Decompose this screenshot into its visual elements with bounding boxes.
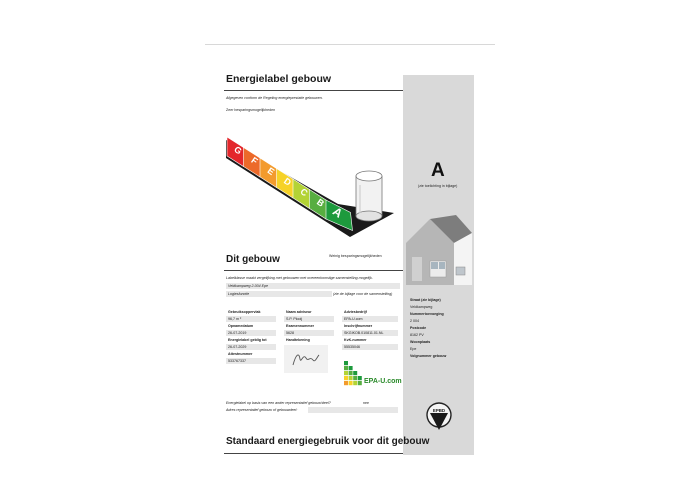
kvk-label: KvK-nummer <box>344 338 367 342</box>
scale-letter-d: D <box>281 175 294 188</box>
logo-square <box>358 381 362 385</box>
attest-value: 533767337 <box>228 359 246 363</box>
logo-grid-icon <box>344 361 362 385</box>
logo-square <box>358 376 362 380</box>
top-divider <box>205 44 495 45</box>
company-logo <box>342 355 402 389</box>
annex-note: (zie de bijlage voor de samenstelling) <box>333 292 393 296</box>
office-label: Adviesbedrijf <box>344 310 367 314</box>
scale-letter-b: B <box>314 196 327 209</box>
logo-square <box>349 381 353 385</box>
scale-letter-c: C <box>298 186 310 199</box>
street-label: Straat (zie bijlage) <box>410 298 441 302</box>
function-value: Logiesfunctie <box>228 292 250 296</box>
building-description: Labelklasse maakt vergelijking met gebouwen met overeenkomstige samenstelling mogelijk. <box>226 276 373 280</box>
title-rule <box>224 90 403 91</box>
advisor-value: S.P. Plooij <box>286 317 303 321</box>
city-label: Woonplaats <box>410 340 431 344</box>
scale-letter-g: G <box>232 144 244 157</box>
logo-square <box>344 361 348 365</box>
registration-value: SKGIKOB.010811.01.NL <box>344 331 384 335</box>
logo-square <box>344 366 348 370</box>
logo-square <box>349 376 353 380</box>
signature-icon <box>290 349 322 369</box>
scale-letter-a: A <box>329 204 346 221</box>
postcode-value: 8162 PV <box>410 333 424 337</box>
scale-letter-e: E <box>265 165 277 178</box>
section-title-building: Dit gebouw <box>226 254 280 265</box>
logo-square <box>353 376 357 380</box>
subtitle: Afgegeven conform de Regeling energieprestatie gebouwen. <box>226 96 323 100</box>
scale-letter-f: F <box>249 155 260 167</box>
area-label: Gebruiksoppervlak <box>228 310 261 314</box>
logo-square <box>349 371 353 375</box>
representative-address-field <box>308 407 398 413</box>
tracking-label: Volgnummer gebouw <box>410 354 447 358</box>
date-label: Opnamedatum <box>228 324 254 328</box>
label-class-note: (zie toelichting in bijlage) <box>418 184 458 188</box>
seal-text: EPBD <box>432 408 446 413</box>
postcode-label: Postcode <box>410 326 427 330</box>
steps-label: Zeer besparingsmogelijkheden <box>226 108 276 112</box>
footer-title: Standaard energiegebruik voor dit gebouw <box>226 436 430 447</box>
house-icon <box>404 213 474 288</box>
signature-label: Handtekening <box>286 338 310 342</box>
advisor-label: Naam adviseur <box>286 310 312 314</box>
attest-label: Attestnummer <box>228 352 253 356</box>
office-value: EPA-U.com <box>344 317 363 321</box>
representative-question: Energielabel op basis van een ander representatief gebouw/deel? <box>226 401 331 405</box>
building-rule <box>224 270 403 271</box>
label-class: A <box>431 160 445 181</box>
scale-low-label: Weinig besparingsmogelijkheden <box>329 254 382 258</box>
registration-label: Inschrijfnummer <box>344 324 373 328</box>
representative-answer: nee <box>363 401 369 405</box>
number-label: Nummertoevoeging <box>410 312 444 316</box>
logo-square <box>344 376 348 380</box>
city-value: Epe <box>410 347 417 351</box>
date-value: 26-07-2019 <box>228 331 247 335</box>
logo-text: EPA-U.com <box>364 378 402 385</box>
exam-value: 5628 <box>286 331 294 335</box>
number-value: 2 004 <box>410 319 419 323</box>
logo-square <box>344 381 348 385</box>
logo-square <box>344 371 348 375</box>
kvk-value: 55535046 <box>344 345 360 349</box>
footer-rule <box>224 453 403 454</box>
area-value: 96,7 m ² <box>228 317 242 321</box>
street-value: Veldkampweg <box>410 305 433 309</box>
energy-scale <box>224 125 404 245</box>
exam-label: Examennummer <box>286 324 314 328</box>
document-title: Energielabel gebouw <box>226 73 332 85</box>
logo-square <box>353 371 357 375</box>
logo-square <box>349 366 353 370</box>
class-indicator-icon <box>356 171 382 221</box>
logo-square <box>353 381 357 385</box>
representative-address-label: Adres representatief gebouw of gebouwdeel: <box>226 408 298 412</box>
address-value: Veldkampweg 2-004 Epe <box>228 284 269 288</box>
epbd-seal-icon <box>426 402 452 432</box>
valid-label: Energielabel geldig tot <box>228 338 267 342</box>
valid-value: 26-07-2029 <box>228 345 247 349</box>
